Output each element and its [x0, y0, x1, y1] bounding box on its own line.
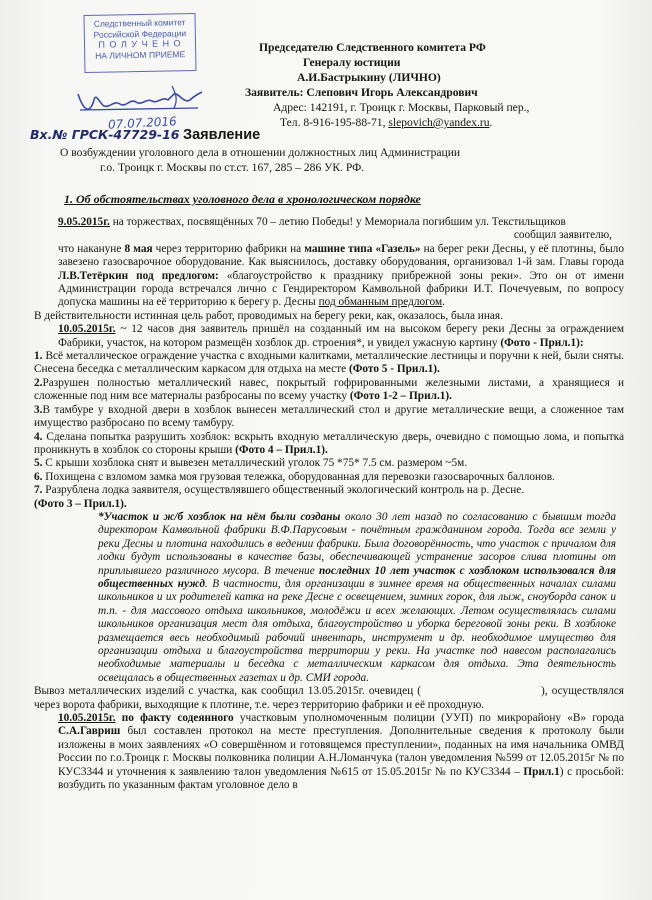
- item-2-text: Разрушен полностью металлический навес, покрытый гофрированными железными листами, а хранящиеся и сложенные под ним все материалы разбросаны по всему участку: [34, 376, 624, 403]
- address-line: Адрес: 142191, г. Троицк г. Москвы, Парковый пер.,: [273, 101, 530, 114]
- p2-date: 8 мая: [124, 242, 153, 255]
- item-6-number: 6.: [34, 470, 46, 483]
- item-7-number: 7.: [34, 484, 46, 497]
- footnote-e: . В частности, для организации в зимнее время на общественных началах силами школьников и их родителей катка на реке Десне с освещением, зимних горок, для лыж, сноуборда санок и т.п. - для массового отдыха школьников, молодёжи и всех желающих. Летом осуществлялась силами школьников организация мест для отдыха, благоустройство и уборка береговой зоны реки. В хозблоке размещается весь необходимый рабочий инвентарь, инструмент и др. необходимое имущество для организации отдыха и благоустройства территории у реки. На участке под навесом располагались необходимые материалы и беседка с металлическим каркасом для отдыха. Эта деятельность освещалась в общественных газетах и др. СМИ города.: [98, 577, 616, 684]
- item-4-ref: (Фото 4 – Прил.1).: [235, 443, 328, 456]
- p1-date: 9.05.2015г.: [58, 216, 110, 228]
- stamp-line-4: НА ЛИЧНОМ ПРИЕМЕ: [95, 48, 186, 61]
- footnote-c: В течение: [263, 564, 319, 577]
- list-item-4: [34, 431, 624, 458]
- paragraph-1-end: сообщил заявителю,: [513, 229, 612, 242]
- item-3-number: 3.: [34, 403, 43, 416]
- item-1-number: 1.: [34, 350, 46, 363]
- applicant-line: Заявитель: Слепович Игорь Александрович: [245, 86, 478, 99]
- p5-b: ), осуществлялся через ворота фабрики, выходящие к плотине, т.е. через территорию фабрики и её проходную.: [34, 685, 624, 711]
- item-7-ref: (Фото 3 – Прил.1).: [34, 497, 127, 510]
- p2-car: машине типа «Газель»: [304, 242, 421, 255]
- item-1-ref: (Фото 5 - Прил.1).: [348, 363, 440, 376]
- p4-date: 10.05.2015г.: [58, 323, 116, 336]
- paragraph-3: В действительности истинная цель работ, проводимых на берегу реки, как, оказалось, была иная.: [34, 309, 503, 322]
- addressee-block: [245, 40, 625, 130]
- p6-d: был составлен протокол на месте преступления. Дополнительные сведения к протоколу были изложены в моих заявлениях «О совершённом и готовящемся преступлении», поданных на имя начальника ОМВД России по г.о.Троицк г. Москвы полковника полиции А.Н.Ломанчука (талон уведомления №599 от 12.05.2015г № по КУС3344 и уточнения к заявлению талон уведомления №615 от 15.05.2015г № по КУС3344 –: [58, 725, 624, 778]
- footnote-b: около 30 лет назад по согласованию с бывшим тогда директором Камвольной фабрики В.Ф.Парусовым - почётным гражданином города. Тогда все земли у реки Десны и плотина находились в ведении фабрики. Была договорённость, что участок с причалом для лодки будут использованы в качестве базы, обеспечивающей устранение засоров слива плотины от приплывшего различного мусора.: [98, 510, 616, 577]
- stamp-line-1: Следственный комитет: [93, 17, 186, 29]
- footnote-d: последних 10 лет участок с хозблоком использовался для общественных нужд: [98, 564, 617, 590]
- paragraph-1: [34, 216, 624, 229]
- footnote-paragraph: [34, 511, 624, 685]
- stamp-line-2: Российской Федерации: [93, 27, 187, 40]
- item-2-ref: (Фото 1-2 – Прил.1).: [349, 390, 452, 403]
- item-4-text: Сделана попытка разрушить хозблок: вскрыть входную металлическую дверь, очевидно с помощью лома, и попытка проникнуть в хозблок со стороны крыши: [34, 430, 625, 456]
- p2-d: «благоустройство к празднику прибрежной зоны реки». Это он от имени Администрации города встречался лично с Гендиректором Камвольной фабрики И.Т. Почечуевым, по вопросу допуска машины на её территорию к берегу р. Десны: [58, 269, 624, 309]
- list-item-1: [34, 350, 624, 377]
- addressee-line-1: Председателю Следственного комитета РФ: [259, 41, 486, 54]
- item-5-text: С крыши хозблока снят и вывезен металлический уголок 75 *75* 7.5 см. размером ~5м.: [45, 457, 468, 470]
- registration-line: [30, 126, 260, 145]
- p2-pretext: под обманным предлогом: [318, 296, 443, 309]
- stamp-date: 07.07.2016: [107, 114, 178, 132]
- phone-text: Тел. 8-916-195-88-71,: [280, 116, 389, 129]
- p6-date: 10.05.2015г.: [58, 712, 116, 725]
- footnote-a: *Участок и ж/б хозблок на нём были созданы: [98, 510, 341, 523]
- paragraph-4: [34, 323, 624, 350]
- p4-text: ~ 12 часов дня заявитель пришёл на созданный им на высоком берегу реки Десны за ограждением Фабрики, участок, на котором размещён хозблок др. строения*, и увидел ужасную картину: [58, 323, 624, 349]
- email-link[interactable]: slepovich@yandex.ru: [388, 116, 490, 129]
- stamp-line-3: П О Л У Ч Е Н О: [98, 38, 182, 50]
- registration-number: Вх.№ ГРСК-47729-16: [30, 127, 180, 142]
- addressee-line-3: А.И.Бастрыкину (ЛИЧНО): [297, 71, 441, 84]
- p6-name: С.А.Гавриш: [58, 725, 121, 738]
- p2-name: Л.В.Тетёркин под предлогом:: [58, 269, 219, 282]
- item-5-number: 5.: [34, 457, 46, 470]
- document-subject: [60, 145, 580, 175]
- received-stamp: [84, 13, 197, 73]
- subject-line-1: О возбуждении уголовного дела в отношении должностных лиц Администрации: [60, 146, 461, 159]
- item-6-text: Похищена с взломом замка моя грузовая тележка, оборудованная для перевозки газосварочных баллонов.: [45, 470, 555, 483]
- phone-line: [245, 115, 625, 130]
- p2-c: на берег реки Десны, у её плотины, было завезено газосварочное оборудование. Как выяснилось, доставку оборудования, организовал 1-й зам. Главы города: [58, 242, 624, 269]
- section-heading: 1. Об обстоятельствах уголовного дела в хронологическом порядке: [64, 192, 421, 206]
- p2-b: через территорию фабрики на: [152, 242, 305, 255]
- paragraph-2: [34, 243, 624, 310]
- item-7-text: Разрублена лодка заявителя, осуществлявшего общественный экологический контроль на р. Десне.: [45, 484, 525, 497]
- p2-a: что накануне: [58, 242, 125, 255]
- p6-c: участковым уполномоченным полиции (УУП) по микрорайону «В» города: [233, 712, 624, 725]
- item-1-text: Всё металлическое ограждение участка с входными калитками, металлические лестницы и поручни к ней, были сняты. Снесена беседка с металлическим каркасом для отдыха на месте: [34, 350, 624, 376]
- document-title: Заявление: [183, 127, 261, 143]
- item-2-number: 2.: [34, 376, 43, 389]
- list-item-3: [34, 404, 624, 431]
- item-4-number: 4.: [34, 430, 47, 443]
- list-item-7: [34, 484, 624, 511]
- list-item-6: [34, 471, 624, 484]
- document-body: [34, 216, 624, 792]
- paragraph-5: [34, 685, 624, 712]
- p4-ref: (Фото - Прил.1):: [500, 336, 584, 349]
- p1-text: на торжествах, посвящённых 70 – летию Победы! у Мемориала погибшим ул. Текстильщиков: [109, 216, 566, 228]
- p6-b: по факту содеянного: [121, 712, 234, 725]
- item-3-text: В тамбуре у входной двери в хозблок вынесен металлический стол и другие металлические вещи, а сложенное там имущество разбросано по всему тамбуру.: [34, 403, 624, 430]
- p6-e: ) с просьбой: возбудить по указанным фактам уголовное дело в: [58, 765, 624, 792]
- p6-ref: Прил.1: [523, 765, 560, 778]
- list-item-2: [34, 377, 624, 404]
- list-item-5: [34, 457, 624, 470]
- addressee-line-2: Генералу юстиции: [303, 56, 401, 69]
- paragraph-6: [34, 712, 624, 792]
- p5-a: Вывоз металлических изделий с участка, как сообщил 13.05.2015г. очевидец (: [34, 685, 422, 698]
- p2-e: .: [442, 296, 445, 309]
- subject-line-2: г.о. Троицк г. Москвы по ст.ст. 167, 285 – 286 УК. РФ.: [100, 161, 365, 174]
- phone-suffix: .: [489, 116, 493, 129]
